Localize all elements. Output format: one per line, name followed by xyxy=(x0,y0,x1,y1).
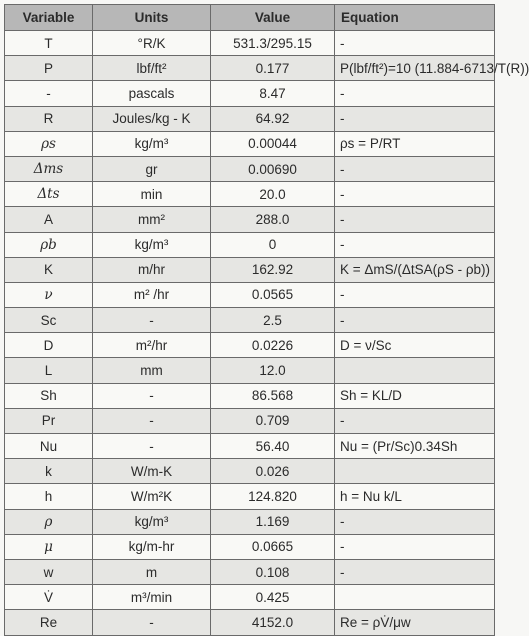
table-row xyxy=(5,156,495,181)
cell-equation: D = ν/Sc xyxy=(335,333,495,358)
cell-units: m/hr xyxy=(93,257,211,282)
cell-equation: - xyxy=(335,106,495,131)
cell-equation: h = Nu k/L xyxy=(335,484,495,509)
table-row xyxy=(5,559,495,584)
table-row xyxy=(5,257,495,282)
cell-variable: A xyxy=(5,207,93,232)
table-row xyxy=(5,182,495,207)
cell-variable: Sc xyxy=(5,308,93,333)
cell-value: 0.177 xyxy=(211,56,335,81)
cell-equation: - xyxy=(335,207,495,232)
cell-units: W/m²K xyxy=(93,484,211,509)
cell-units: - xyxy=(93,308,211,333)
cell-value: 288.0 xyxy=(211,207,335,232)
cell-equation: - xyxy=(335,282,495,307)
cell-units: - xyxy=(93,434,211,459)
table-header xyxy=(5,5,495,31)
cell-value: 0.709 xyxy=(211,408,335,433)
cell-equation: - xyxy=(335,81,495,106)
cell-units: lbf/ft² xyxy=(93,56,211,81)
cell-variable: Δts xyxy=(5,182,93,207)
cell-value: 2.5 xyxy=(211,308,335,333)
cell-value: 1.169 xyxy=(211,509,335,534)
table-row xyxy=(5,610,495,635)
cell-variable: V̇ xyxy=(5,585,93,610)
cell-value: 0.425 xyxy=(211,585,335,610)
cell-units: - xyxy=(93,610,211,635)
cell-units: mm² xyxy=(93,207,211,232)
cell-value: 0.00044 xyxy=(211,131,335,156)
cell-units: - xyxy=(93,383,211,408)
cell-units: gr xyxy=(93,156,211,181)
cell-variable: K xyxy=(5,257,93,282)
table-row xyxy=(5,282,495,307)
header-variable: Variable xyxy=(5,5,93,31)
cell-value: 0.00690 xyxy=(211,156,335,181)
cell-value: 0.0226 xyxy=(211,333,335,358)
cell-equation: - xyxy=(335,308,495,333)
table-row xyxy=(5,408,495,433)
cell-value: 0 xyxy=(211,232,335,257)
cell-value: 12.0 xyxy=(211,358,335,383)
cell-variable: h xyxy=(5,484,93,509)
cell-units: kg/m³ xyxy=(93,131,211,156)
cell-variable: ρb xyxy=(5,232,93,257)
cell-value: 8.47 xyxy=(211,81,335,106)
cell-equation: - xyxy=(335,31,495,56)
cell-value: 4152.0 xyxy=(211,610,335,635)
header-value: Value xyxy=(211,5,335,31)
cell-equation: - xyxy=(335,509,495,534)
table-row xyxy=(5,383,495,408)
table-row xyxy=(5,509,495,534)
table-row xyxy=(5,534,495,559)
table-row xyxy=(5,207,495,232)
cell-equation xyxy=(335,459,495,484)
cell-value: 0.026 xyxy=(211,459,335,484)
header-units: Units xyxy=(93,5,211,31)
cell-units: °R/K xyxy=(93,31,211,56)
cell-variable: ν xyxy=(5,282,93,307)
cell-equation: K = ΔmS/(ΔtSA(ρS - ρb)) xyxy=(335,257,495,282)
cell-units: mm xyxy=(93,358,211,383)
cell-variable: T xyxy=(5,31,93,56)
header-row xyxy=(5,5,495,31)
table-row xyxy=(5,585,495,610)
cell-variable: ρs xyxy=(5,131,93,156)
table-row xyxy=(5,56,495,81)
cell-variable: Sh xyxy=(5,383,93,408)
cell-variable: ρ xyxy=(5,509,93,534)
cell-variable: Pr xyxy=(5,408,93,433)
cell-units: m²/hr xyxy=(93,333,211,358)
cell-variable: L xyxy=(5,358,93,383)
cell-variable: w xyxy=(5,559,93,584)
variables-table-container xyxy=(4,4,529,630)
cell-equation: Nu = (Pr/Sc)0.34Sh xyxy=(335,434,495,459)
header-equation: Equation xyxy=(335,5,495,31)
table-row xyxy=(5,232,495,257)
cell-units: m³/min xyxy=(93,585,211,610)
cell-equation: - xyxy=(335,559,495,584)
cell-variable: μ xyxy=(5,534,93,559)
cell-value: 124.820 xyxy=(211,484,335,509)
table-row xyxy=(5,459,495,484)
cell-equation: Re = ρV̇/μw xyxy=(335,610,495,635)
cell-value: 0.0565 xyxy=(211,282,335,307)
cell-value: 162.92 xyxy=(211,257,335,282)
cell-variable: P xyxy=(5,56,93,81)
cell-variable: Re xyxy=(5,610,93,635)
cell-variable: Δms xyxy=(5,156,93,181)
variables-table xyxy=(4,4,529,636)
table-row xyxy=(5,484,495,509)
table-row xyxy=(5,434,495,459)
table-row xyxy=(5,333,495,358)
cell-variable: D xyxy=(5,333,93,358)
cell-variable: R xyxy=(5,106,93,131)
table-row xyxy=(5,358,495,383)
table-row xyxy=(5,81,495,106)
cell-value: 0.0665 xyxy=(211,534,335,559)
cell-equation: ρs = P/RT xyxy=(335,131,495,156)
cell-units: W/m-K xyxy=(93,459,211,484)
cell-units: - xyxy=(93,408,211,433)
table-row xyxy=(5,106,495,131)
cell-units: Joules/kg - K xyxy=(93,106,211,131)
cell-units: m² /hr xyxy=(93,282,211,307)
cell-equation: - xyxy=(335,408,495,433)
cell-equation: - xyxy=(335,156,495,181)
cell-equation: Sh = KL/D xyxy=(335,383,495,408)
cell-equation: - xyxy=(335,182,495,207)
cell-value: 0.108 xyxy=(211,559,335,584)
cell-equation: P(lbf/ft²)=10 (11.884-6713/T(R)) xyxy=(335,56,495,81)
table-row xyxy=(5,131,495,156)
cell-units: kg/m³ xyxy=(93,509,211,534)
table-body xyxy=(5,31,529,636)
cell-value: 86.568 xyxy=(211,383,335,408)
cell-units: min xyxy=(93,182,211,207)
cell-equation xyxy=(335,358,495,383)
cell-value: 531.3/295.15 xyxy=(211,31,335,56)
cell-equation: - xyxy=(335,534,495,559)
cell-equation: - xyxy=(335,232,495,257)
cell-equation xyxy=(335,585,495,610)
cell-units: pascals xyxy=(93,81,211,106)
cell-value: 56.40 xyxy=(211,434,335,459)
cell-value: 64.92 xyxy=(211,106,335,131)
cell-value: 20.0 xyxy=(211,182,335,207)
cell-units: kg/m-hr xyxy=(93,534,211,559)
table-row xyxy=(5,31,495,56)
cell-variable: Nu xyxy=(5,434,93,459)
table-row xyxy=(5,308,495,333)
cell-variable: - xyxy=(5,81,93,106)
cell-variable: k xyxy=(5,459,93,484)
cell-units: m xyxy=(93,559,211,584)
cell-units: kg/m³ xyxy=(93,232,211,257)
